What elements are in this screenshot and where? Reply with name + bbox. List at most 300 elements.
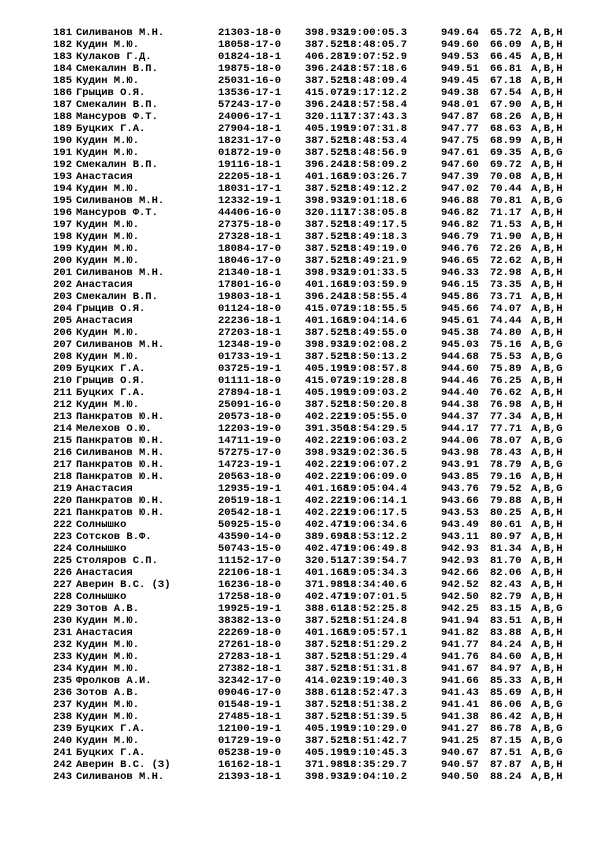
points-cell: 71.90 <box>490 231 522 243</box>
ring-code-cell: 44406-16-0 <box>218 207 282 219</box>
points-cell: 83.15 <box>490 603 522 615</box>
speed-cell: 949.45 <box>441 75 479 87</box>
speed-cell: 940.50 <box>441 771 479 783</box>
points-cell: 86.06 <box>490 699 522 711</box>
fancier-name-cell: Зотов А.В. <box>76 603 140 615</box>
points-cell: 68.63 <box>490 123 522 135</box>
fancier-name-cell: Анастасия <box>76 567 133 579</box>
distance-cell: 387.525 <box>305 399 350 411</box>
zones-cell: A,B,H <box>531 627 563 639</box>
fancier-name-cell: Грыцив О.Я. <box>76 303 146 315</box>
zones-cell: A,B,H <box>531 543 563 555</box>
distance-cell: 402.221 <box>305 471 350 483</box>
ring-code-cell: 01733-19-1 <box>218 351 282 363</box>
arrival-time-cell: 18:52:25.8 <box>344 603 408 615</box>
zones-cell: A,B,G <box>531 747 563 759</box>
distance-cell: 402.221 <box>305 495 350 507</box>
ring-code-cell: 27894-18-1 <box>218 387 282 399</box>
zones-cell: A,B,G <box>531 147 563 159</box>
fancier-name-cell: Солнышко <box>76 591 127 603</box>
distance-cell: 387.525 <box>305 327 350 339</box>
rank-cell: 181 <box>53 27 72 39</box>
zones-cell: A,B,H <box>531 639 563 651</box>
fancier-name-cell: Кудин М.Ю. <box>76 399 140 411</box>
rank-cell: 191 <box>53 147 72 159</box>
speed-cell: 944.60 <box>441 363 479 375</box>
distance-cell: 387.525 <box>305 219 350 231</box>
arrival-time-cell: 18:49:55.0 <box>344 327 408 339</box>
arrival-time-cell: 19:01:18.6 <box>344 195 408 207</box>
speed-cell: 941.82 <box>441 627 479 639</box>
rank-cell: 223 <box>53 531 72 543</box>
fancier-name-cell: Буцких Г.А. <box>76 747 146 759</box>
ring-code-cell: 27203-18-1 <box>218 327 282 339</box>
arrival-time-cell: 19:07:01.5 <box>344 591 408 603</box>
fancier-name-cell: Солнышко <box>76 543 127 555</box>
zones-cell: A,B,H <box>531 555 563 567</box>
zones-cell: A,B,H <box>531 663 563 675</box>
speed-cell: 942.25 <box>441 603 479 615</box>
distance-cell: 387.525 <box>305 183 350 195</box>
ring-code-cell: 25091-16-0 <box>218 399 282 411</box>
arrival-time-cell: 19:17:12.2 <box>344 87 408 99</box>
fancier-name-cell: Силиванов М.Н. <box>76 267 165 279</box>
ring-code-cell: 19116-18-1 <box>218 159 282 171</box>
zones-cell: A,B,H <box>531 471 563 483</box>
speed-cell: 947.87 <box>441 111 479 123</box>
fancier-name-cell: Смекалин В.П. <box>76 63 158 75</box>
ring-code-cell: 19925-19-1 <box>218 603 282 615</box>
arrival-time-cell: 18:51:29.4 <box>344 651 408 663</box>
ring-code-cell: 12100-19-1 <box>218 723 282 735</box>
arrival-time-cell: 18:49:17.5 <box>344 219 408 231</box>
ring-code-cell: 17258-18-0 <box>218 591 282 603</box>
distance-cell: 396.242 <box>305 63 350 75</box>
points-cell: 82.06 <box>490 567 522 579</box>
rank-cell: 187 <box>53 99 72 111</box>
ring-code-cell: 25031-16-0 <box>218 75 282 87</box>
distance-cell: 387.525 <box>305 651 350 663</box>
arrival-time-cell: 18:51:38.2 <box>344 699 408 711</box>
points-cell: 78.07 <box>490 435 522 447</box>
zones-cell: A,B,H <box>531 591 563 603</box>
rank-cell: 230 <box>53 615 72 627</box>
points-cell: 75.89 <box>490 363 522 375</box>
distance-cell: 405.199 <box>305 747 350 759</box>
ring-code-cell: 19875-18-0 <box>218 63 282 75</box>
speed-cell: 949.60 <box>441 39 479 51</box>
fancier-name-cell: Сотсков В.Ф. <box>76 531 152 543</box>
arrival-time-cell: 19:04:10.2 <box>344 771 408 783</box>
points-cell: 77.71 <box>490 423 522 435</box>
fancier-name-cell: Смекалин В.П. <box>76 99 158 111</box>
distance-cell: 398.932 <box>305 339 350 351</box>
rank-cell: 239 <box>53 723 72 735</box>
points-cell: 74.07 <box>490 303 522 315</box>
zones-cell: A,B,G <box>531 699 563 711</box>
ring-code-cell: 16236-18-0 <box>218 579 282 591</box>
ring-code-cell: 18046-17-0 <box>218 255 282 267</box>
speed-cell: 943.98 <box>441 447 479 459</box>
rank-cell: 193 <box>53 171 72 183</box>
arrival-time-cell: 18:51:29.2 <box>344 639 408 651</box>
distance-cell: 406.287 <box>305 51 350 63</box>
arrival-time-cell: 19:09:03.2 <box>344 387 408 399</box>
speed-cell: 942.50 <box>441 591 479 603</box>
ring-code-cell: 27283-18-1 <box>218 651 282 663</box>
zones-cell: A,B,G <box>531 483 563 495</box>
points-cell: 80.97 <box>490 531 522 543</box>
arrival-time-cell: 19:03:59.9 <box>344 279 408 291</box>
rank-cell: 221 <box>53 507 72 519</box>
ring-code-cell: 13536-17-1 <box>218 87 282 99</box>
fancier-name-cell: Силиванов М.Н. <box>76 447 165 459</box>
points-cell: 72.98 <box>490 267 522 279</box>
points-cell: 66.81 <box>490 63 522 75</box>
ring-code-cell: 27382-18-1 <box>218 663 282 675</box>
zones-cell: A,B,H <box>531 183 563 195</box>
rank-cell: 231 <box>53 627 72 639</box>
arrival-time-cell: 19:01:33.5 <box>344 267 408 279</box>
speed-cell: 943.49 <box>441 519 479 531</box>
zones-cell: A,B,H <box>531 255 563 267</box>
rank-cell: 206 <box>53 327 72 339</box>
rank-cell: 195 <box>53 195 72 207</box>
arrival-time-cell: 18:49:19.0 <box>344 243 408 255</box>
points-cell: 82.43 <box>490 579 522 591</box>
fancier-name-cell: Кудин М.Ю. <box>76 231 140 243</box>
arrival-time-cell: 17:37:43.3 <box>344 111 408 123</box>
speed-cell: 941.41 <box>441 699 479 711</box>
points-cell: 79.52 <box>490 483 522 495</box>
speed-cell: 949.53 <box>441 51 479 63</box>
fancier-name-cell: Кудин М.Ю. <box>76 711 140 723</box>
zones-cell: A,B,H <box>531 531 563 543</box>
rank-cell: 229 <box>53 603 72 615</box>
arrival-time-cell: 18:48:56.9 <box>344 147 408 159</box>
fancier-name-cell: Солнышко <box>76 519 127 531</box>
distance-cell: 398.932 <box>305 267 350 279</box>
rank-cell: 228 <box>53 591 72 603</box>
distance-cell: 402.221 <box>305 507 350 519</box>
distance-cell: 415.072 <box>305 303 350 315</box>
ring-code-cell: 38382-13-0 <box>218 615 282 627</box>
zones-cell: A,B,H <box>531 291 563 303</box>
points-cell: 88.24 <box>490 771 522 783</box>
points-cell: 68.26 <box>490 111 522 123</box>
ring-code-cell: 21303-18-0 <box>218 27 282 39</box>
points-cell: 75.53 <box>490 351 522 363</box>
arrival-time-cell: 19:05:57.1 <box>344 627 408 639</box>
rank-cell: 227 <box>53 579 72 591</box>
points-cell: 74.44 <box>490 315 522 327</box>
ring-code-cell: 27485-18-1 <box>218 711 282 723</box>
ring-code-cell: 27375-18-0 <box>218 219 282 231</box>
zones-cell: A,B,H <box>531 135 563 147</box>
distance-cell: 387.525 <box>305 75 350 87</box>
distance-cell: 387.525 <box>305 663 350 675</box>
speed-cell: 946.65 <box>441 255 479 267</box>
rank-cell: 216 <box>53 447 72 459</box>
arrival-time-cell: 18:51:42.7 <box>344 735 408 747</box>
speed-cell: 946.33 <box>441 267 479 279</box>
fancier-name-cell: Панкратов Ю.Н. <box>76 435 165 447</box>
distance-cell: 387.525 <box>305 243 350 255</box>
fancier-name-cell: Кудин М.Ю. <box>76 615 140 627</box>
points-cell: 78.79 <box>490 459 522 471</box>
speed-cell: 942.52 <box>441 579 479 591</box>
points-cell: 74.80 <box>490 327 522 339</box>
speed-cell: 944.68 <box>441 351 479 363</box>
arrival-time-cell: 19:06:09.0 <box>344 471 408 483</box>
distance-cell: 320.117 <box>305 111 350 123</box>
speed-cell: 947.60 <box>441 159 479 171</box>
distance-cell: 398.932 <box>305 771 350 783</box>
speed-cell: 949.51 <box>441 63 479 75</box>
fancier-name-cell: Анастасия <box>76 315 133 327</box>
fancier-name-cell: Кудин М.Ю. <box>76 663 140 675</box>
zones-cell: A,B,H <box>531 231 563 243</box>
speed-cell: 947.02 <box>441 183 479 195</box>
zones-cell: A,B,H <box>531 171 563 183</box>
arrival-time-cell: 18:49:12.2 <box>344 183 408 195</box>
ring-code-cell: 17801-16-0 <box>218 279 282 291</box>
speed-cell: 941.25 <box>441 735 479 747</box>
arrival-time-cell: 18:49:18.3 <box>344 231 408 243</box>
zones-cell: A,B,H <box>531 99 563 111</box>
points-cell: 72.26 <box>490 243 522 255</box>
fancier-name-cell: Кудин М.Ю. <box>76 651 140 663</box>
speed-cell: 941.66 <box>441 675 479 687</box>
distance-cell: 387.525 <box>305 135 350 147</box>
speed-cell: 946.76 <box>441 243 479 255</box>
rank-cell: 188 <box>53 111 72 123</box>
zones-cell: A,B,G <box>531 735 563 747</box>
points-cell: 66.09 <box>490 39 522 51</box>
distance-cell: 401.168 <box>305 627 350 639</box>
points-cell: 87.15 <box>490 735 522 747</box>
speed-cell: 944.40 <box>441 387 479 399</box>
arrival-time-cell: 18:51:39.5 <box>344 711 408 723</box>
fancier-name-cell: Силиванов М.Н. <box>76 771 165 783</box>
speed-cell: 949.64 <box>441 27 479 39</box>
rank-cell: 220 <box>53 495 72 507</box>
points-cell: 86.78 <box>490 723 522 735</box>
points-cell: 87.51 <box>490 747 522 759</box>
fancier-name-cell: Аверин В.С. (З) <box>76 579 171 591</box>
speed-cell: 941.38 <box>441 711 479 723</box>
zones-cell: A,B,H <box>531 327 563 339</box>
rank-cell: 182 <box>53 39 72 51</box>
zones-cell: A,B,G <box>531 339 563 351</box>
rank-cell: 212 <box>53 399 72 411</box>
rank-cell: 192 <box>53 159 72 171</box>
arrival-time-cell: 18:52:47.3 <box>344 687 408 699</box>
distance-cell: 387.525 <box>305 39 350 51</box>
speed-cell: 941.43 <box>441 687 479 699</box>
ring-code-cell: 43590-14-0 <box>218 531 282 543</box>
points-cell: 79.88 <box>490 495 522 507</box>
fancier-name-cell: Кудин М.Ю. <box>76 147 140 159</box>
ring-code-cell: 50743-15-0 <box>218 543 282 555</box>
distance-cell: 401.168 <box>305 279 350 291</box>
distance-cell: 398.932 <box>305 27 350 39</box>
fancier-name-cell: Кудин М.Ю. <box>76 243 140 255</box>
zones-cell: A,B,H <box>531 387 563 399</box>
speed-cell: 941.94 <box>441 615 479 627</box>
speed-cell: 947.61 <box>441 147 479 159</box>
rank-cell: 217 <box>53 459 72 471</box>
speed-cell: 946.15 <box>441 279 479 291</box>
fancier-name-cell: Панкратов Ю.Н. <box>76 411 165 423</box>
rank-cell: 196 <box>53 207 72 219</box>
ring-code-cell: 01872-19-0 <box>218 147 282 159</box>
speed-cell: 945.61 <box>441 315 479 327</box>
zones-cell: A,B,H <box>531 315 563 327</box>
speed-cell: 946.88 <box>441 195 479 207</box>
points-cell: 78.43 <box>490 447 522 459</box>
distance-cell: 396.242 <box>305 99 350 111</box>
speed-cell: 948.01 <box>441 99 479 111</box>
zones-cell: A,B,H <box>531 651 563 663</box>
points-cell: 84.24 <box>490 639 522 651</box>
ring-code-cell: 18084-17-0 <box>218 243 282 255</box>
distance-cell: 405.199 <box>305 123 350 135</box>
speed-cell: 947.75 <box>441 135 479 147</box>
fancier-name-cell: Кудин М.Ю. <box>76 735 140 747</box>
distance-cell: 401.168 <box>305 483 350 495</box>
speed-cell: 944.37 <box>441 411 479 423</box>
distance-cell: 398.932 <box>305 195 350 207</box>
zones-cell: A,B,G <box>531 351 563 363</box>
ring-code-cell: 32342-17-0 <box>218 675 282 687</box>
arrival-time-cell: 18:35:29.7 <box>344 759 408 771</box>
speed-cell: 945.38 <box>441 327 479 339</box>
points-cell: 67.18 <box>490 75 522 87</box>
zones-cell: A,B,H <box>531 267 563 279</box>
arrival-time-cell: 19:07:31.8 <box>344 123 408 135</box>
fancier-name-cell: Панкратов Ю.Н. <box>76 471 165 483</box>
ring-code-cell: 20563-18-0 <box>218 471 282 483</box>
distance-cell: 320.117 <box>305 207 350 219</box>
speed-cell: 944.06 <box>441 435 479 447</box>
arrival-time-cell: 17:38:05.8 <box>344 207 408 219</box>
rank-cell: 233 <box>53 651 72 663</box>
distance-cell: 396.242 <box>305 291 350 303</box>
fancier-name-cell: Силиванов М.Н. <box>76 339 165 351</box>
distance-cell: 387.525 <box>305 351 350 363</box>
rank-cell: 194 <box>53 183 72 195</box>
ring-code-cell: 12348-19-0 <box>218 339 282 351</box>
points-cell: 83.88 <box>490 627 522 639</box>
rank-cell: 225 <box>53 555 72 567</box>
ring-code-cell: 50925-15-0 <box>218 519 282 531</box>
distance-cell: 391.350 <box>305 423 350 435</box>
zones-cell: A,B,H <box>531 495 563 507</box>
speed-cell: 943.53 <box>441 507 479 519</box>
points-cell: 84.60 <box>490 651 522 663</box>
arrival-time-cell: 19:08:57.8 <box>344 363 408 375</box>
speed-cell: 943.76 <box>441 483 479 495</box>
arrival-time-cell: 18:54:29.5 <box>344 423 408 435</box>
zones-cell: A,B,H <box>531 519 563 531</box>
speed-cell: 943.11 <box>441 531 479 543</box>
rank-cell: 198 <box>53 231 72 243</box>
points-cell: 77.34 <box>490 411 522 423</box>
rank-cell: 240 <box>53 735 72 747</box>
ring-code-cell: 24006-17-1 <box>218 111 282 123</box>
fancier-name-cell: Кудин М.Ю. <box>76 699 140 711</box>
points-cell: 81.70 <box>490 555 522 567</box>
fancier-name-cell: Мансуров Ф.Т. <box>76 111 158 123</box>
arrival-time-cell: 18:50:20.8 <box>344 399 408 411</box>
ring-code-cell: 09046-17-0 <box>218 687 282 699</box>
fancier-name-cell: Буцких Г.А. <box>76 363 146 375</box>
distance-cell: 415.072 <box>305 375 350 387</box>
arrival-time-cell: 19:05:55.0 <box>344 411 408 423</box>
speed-cell: 945.86 <box>441 291 479 303</box>
arrival-time-cell: 19:02:36.5 <box>344 447 408 459</box>
points-cell: 71.17 <box>490 207 522 219</box>
zones-cell: A,B,H <box>531 87 563 99</box>
points-cell: 73.35 <box>490 279 522 291</box>
speed-cell: 943.91 <box>441 459 479 471</box>
arrival-time-cell: 17:39:54.7 <box>344 555 408 567</box>
speed-cell: 944.17 <box>441 423 479 435</box>
distance-cell: 402.471 <box>305 519 350 531</box>
rank-cell: 219 <box>53 483 72 495</box>
speed-cell: 946.82 <box>441 207 479 219</box>
fancier-name-cell: Анастасия <box>76 279 133 291</box>
ring-code-cell: 11152-17-0 <box>218 555 282 567</box>
arrival-time-cell: 18:48:53.4 <box>344 135 408 147</box>
fancier-name-cell: Буцких Г.А. <box>76 723 146 735</box>
fancier-name-cell: Кудин М.Ю. <box>76 639 140 651</box>
ring-code-cell: 22106-18-1 <box>218 567 282 579</box>
arrival-time-cell: 19:04:14.6 <box>344 315 408 327</box>
distance-cell: 405.199 <box>305 387 350 399</box>
fancier-name-cell: Кудин М.Ю. <box>76 327 140 339</box>
rank-cell: 242 <box>53 759 72 771</box>
ring-code-cell: 22236-18-1 <box>218 315 282 327</box>
fancier-name-cell: Грыцив О.Я. <box>76 87 146 99</box>
rank-cell: 202 <box>53 279 72 291</box>
rank-cell: 183 <box>53 51 72 63</box>
fancier-name-cell: Мелехов О.Ю. <box>76 423 152 435</box>
ring-code-cell: 18031-17-1 <box>218 183 282 195</box>
speed-cell: 945.03 <box>441 339 479 351</box>
arrival-time-cell: 19:10:45.3 <box>344 747 408 759</box>
rank-cell: 224 <box>53 543 72 555</box>
rank-cell: 238 <box>53 711 72 723</box>
rank-cell: 235 <box>53 675 72 687</box>
zones-cell: A,B,H <box>531 771 563 783</box>
fancier-name-cell: Кудин М.Ю. <box>76 135 140 147</box>
distance-cell: 414.023 <box>305 675 350 687</box>
rank-cell: 199 <box>53 243 72 255</box>
points-cell: 71.53 <box>490 219 522 231</box>
speed-cell: 942.93 <box>441 543 479 555</box>
distance-cell: 401.168 <box>305 315 350 327</box>
points-cell: 81.34 <box>490 543 522 555</box>
zones-cell: A,B,H <box>531 567 563 579</box>
points-cell: 69.35 <box>490 147 522 159</box>
arrival-time-cell: 19:05:04.4 <box>344 483 408 495</box>
zones-cell: A,B,H <box>531 39 563 51</box>
fancier-name-cell: Силиванов М.Н. <box>76 27 165 39</box>
zones-cell: A,B,H <box>531 615 563 627</box>
arrival-time-cell: 18:51:24.8 <box>344 615 408 627</box>
